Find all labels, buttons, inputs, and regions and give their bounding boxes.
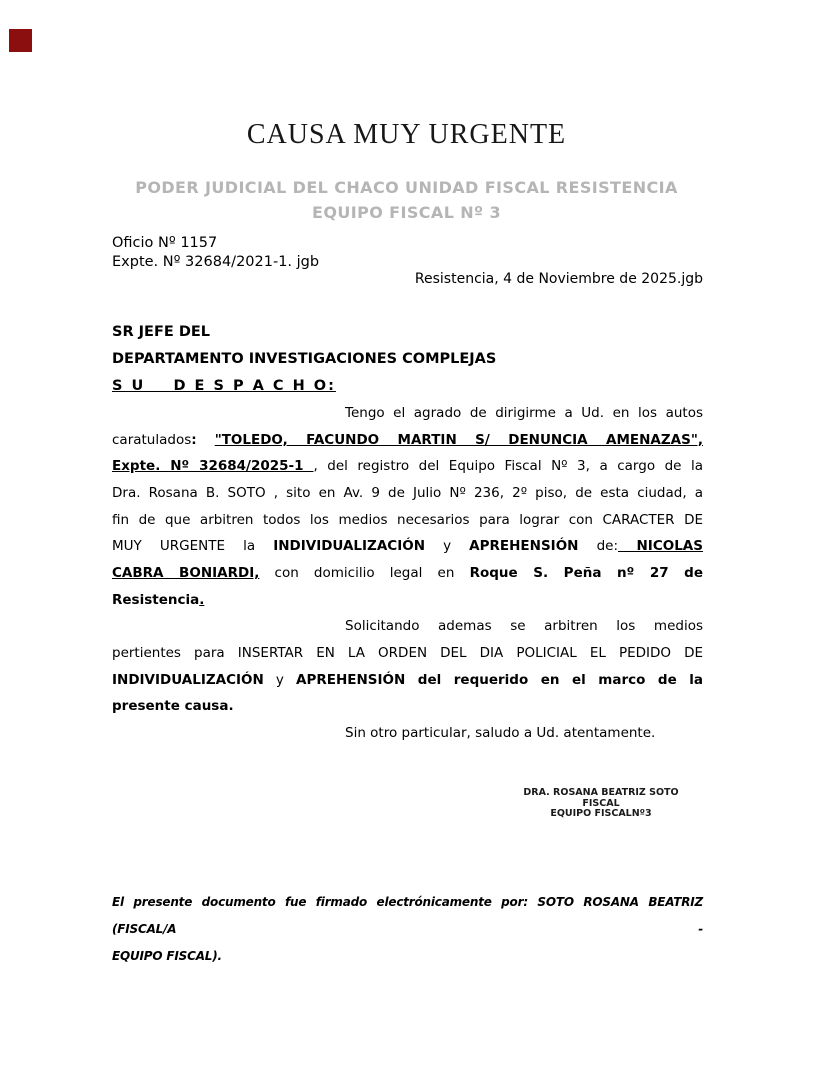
addressee-line-2: DEPARTAMENTO INVESTIGACIONES COMPLEJAS xyxy=(112,351,497,367)
body-text xyxy=(112,400,703,747)
corner-marker xyxy=(9,29,32,52)
addressee-line-1: SR JEFE DEL xyxy=(112,324,210,340)
body-line: caratulados: "TOLEDO, FACUNDO MARTIN S/ DENUNCIA AMENAZAS", xyxy=(112,431,703,448)
reference-block xyxy=(112,234,703,272)
body-line: CABRA BONIARDI, con domicilio legal en Roque S. Peña nº 27 de xyxy=(112,564,704,581)
addressee-block xyxy=(112,319,703,400)
letterhead-subtitle-line-1: PODER JUDICIAL DEL CHACO UNIDAD FISCAL RESISTENCIA xyxy=(135,178,678,197)
signature-block xyxy=(491,788,711,820)
footer-line-2: EQUIPO FISCAL). xyxy=(112,949,222,963)
body-line: MUY URGENTE la INDIVIDUALIZACIÓN y APREHENSIÓN de: NICOLAS xyxy=(112,538,703,555)
letterhead-subtitle xyxy=(0,175,813,225)
body-line: Tengo el agrado de dirigirme a Ud. en los autos xyxy=(345,405,703,421)
signature-name: DRA. ROSANA BEATRIZ SOTO xyxy=(523,787,679,798)
body-line: Expte. Nº 32684/2025-1 , del registro del Equipo Fiscal Nº 3, a cargo de la xyxy=(112,458,704,475)
body-line: INDIVIDUALIZACIÓN y APREHENSIÓN del requerido en el marco de la xyxy=(112,671,703,688)
document-title: CAUSA MUY URGENTE xyxy=(246,119,567,150)
body-line: Sin otro particular, saludo a Ud. atentamente. xyxy=(345,724,656,741)
footer-line-1: El presente documento fue firmado electrónicamente por: SOTO ROSANA BEATRIZ (FISCAL/A - xyxy=(112,895,703,936)
letterhead-subtitle-line-2: EQUIPO FISCAL Nº 3 xyxy=(312,203,501,222)
body-line: fin de que arbitren todos los medios necesarios para lograr con CARACTER DE xyxy=(112,511,703,528)
expediente-number: Expte. Nº 32684/2021-1. jgb xyxy=(112,254,320,270)
signature-role: FISCAL xyxy=(582,797,620,809)
body-line: Solicitando ademas se arbitren los medios xyxy=(345,618,703,635)
body-line: Resistencia. xyxy=(112,591,205,608)
body-line: pertientes para INSERTAR EN LA ORDEN DEL DIA POLICIAL EL PEDIDO DE xyxy=(112,644,703,661)
signature-office: EQUIPO FISCALNº3 xyxy=(550,808,652,819)
body-line: presente causa. xyxy=(112,698,234,715)
electronic-signature-footer xyxy=(112,889,703,970)
date-line: Resistencia, 4 de Noviembre de 2025.jgb xyxy=(414,271,703,287)
addressee-line-despacho: S U D E S P A C H O: xyxy=(112,378,336,394)
body-line: Dra. Rosana B. SOTO , sito en Av. 9 de Julio Nº 236, 2º piso, de esta ciudad, a xyxy=(112,484,703,501)
oficio-number: Oficio Nº 1157 xyxy=(112,235,218,251)
